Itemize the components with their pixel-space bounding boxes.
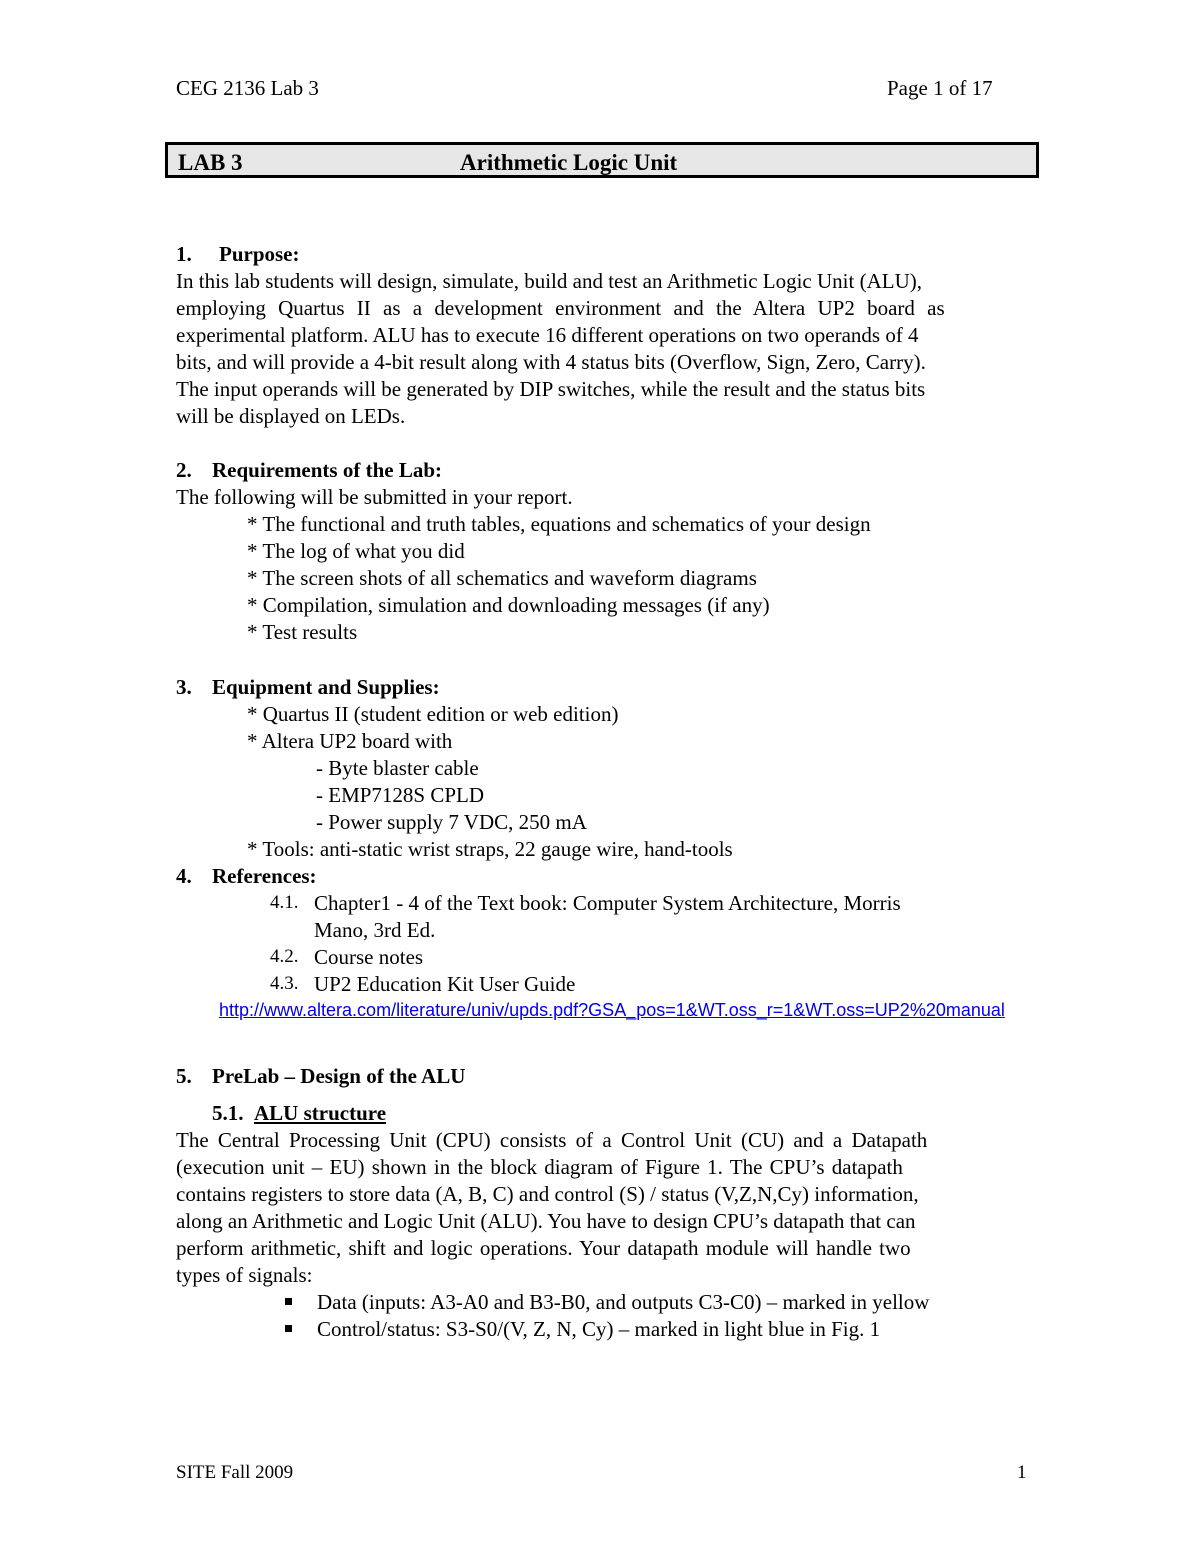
requirement-item: * Compilation, simulation and downloading messages (if any): [247, 593, 770, 617]
section-3-number: 3.: [176, 675, 192, 699]
reference-text-cont: Mano, 3rd Ed.: [314, 918, 436, 942]
reference-number: 4.2.: [270, 946, 299, 967]
section-2-number: 2.: [176, 458, 192, 482]
requirements-intro: The following will be submitted in your report.: [176, 485, 573, 509]
reference-number: 4.3.: [270, 973, 299, 994]
alu-structure-line-5: perform arithmetic, shift and logic operations. Your datapath module will handle two: [176, 1236, 911, 1260]
alu-structure-line-4: along an Arithmetic and Logic Unit (ALU). You have to design CPU’s datapath that can: [176, 1209, 916, 1233]
purpose-line-2: employing Quartus II as a development environment and the Altera UP2 board as: [176, 296, 945, 320]
section-1-heading: Purpose:: [219, 242, 300, 266]
section-5-number: 5.: [176, 1064, 192, 1088]
equipment-item: * Quartus II (student edition or web edition): [247, 702, 619, 726]
section-2-heading: Requirements of the Lab:: [212, 458, 443, 482]
alu-structure-line-6: types of signals:: [176, 1263, 313, 1287]
purpose-line-1: In this lab students will design, simulate, build and test an Arithmetic Logic Unit (ALU),: [176, 269, 922, 293]
title-box: [165, 142, 1039, 178]
reference-number: 4.1.: [270, 892, 299, 913]
purpose-line-6: will be displayed on LEDs.: [176, 404, 406, 428]
requirement-item: * The log of what you did: [247, 539, 465, 563]
section-5-heading: PreLab – Design of the ALU: [212, 1064, 466, 1088]
alu-structure-line-1: The Central Processing Unit (CPU) consists of a Control Unit (CU) and a Datapath: [176, 1128, 928, 1152]
purpose-line-5: The input operands will be generated by DIP switches, while the result and the status bits: [176, 377, 926, 401]
subsection-5-1-number: 5.1.: [212, 1101, 244, 1125]
section-4-number: 4.: [176, 864, 192, 888]
page-title: Arithmetic Logic Unit: [460, 150, 678, 175]
requirement-item: * The screen shots of all schematics and waveform diagrams: [247, 566, 757, 590]
section-4-heading: References:: [212, 864, 317, 888]
equipment-item: * Tools: anti-static wrist straps, 22 gauge wire, hand-tools: [247, 837, 733, 861]
lab-number: LAB 3: [178, 150, 243, 175]
reference-text: UP2 Education Kit User Guide: [314, 972, 576, 996]
equipment-subitem: - EMP7128S CPLD: [316, 783, 485, 807]
header-right: Page 1 of 17: [887, 76, 993, 100]
section-1-number: 1.: [176, 242, 192, 266]
reference-text: Chapter1 - 4 of the Text book: Computer System Architecture, Morris: [314, 891, 901, 915]
footer-page-number: 1: [1017, 1462, 1027, 1483]
alu-structure-line-3: contains registers to store data (A, B, C) and control (S) / status (V,Z,N,Cy) information,: [176, 1182, 919, 1206]
purpose-line-3: experimental platform. ALU has to execute 16 different operations on two operands of 4: [176, 323, 919, 347]
user-guide-link[interactable]: http://www.altera.com/literature/univ/upds.pdf?GSA_pos=1&WT.oss_r=1&WT.oss=UP2%20manual: [219, 1000, 1005, 1020]
bullet-square-icon: [285, 1298, 292, 1305]
equipment-subitem: - Power supply 7 VDC, 250 mA: [316, 810, 587, 834]
footer-left: SITE Fall 2009: [176, 1462, 294, 1483]
subsection-5-1-heading: ALU structure: [254, 1101, 387, 1125]
equipment-subitem: - Byte blaster cable: [316, 756, 479, 780]
equipment-item: * Altera UP2 board with: [247, 729, 453, 753]
header-left: CEG 2136 Lab 3: [176, 76, 319, 100]
requirement-item: * Test results: [247, 620, 358, 644]
reference-text: Course notes: [314, 945, 424, 969]
signal-type-bullet: Control/status: S3-S0/(V, Z, N, Cy) – marked in light blue in Fig. 1: [317, 1317, 881, 1341]
signal-type-bullet: Data (inputs: A3-A0 and B3-B0, and outputs C3-C0) – marked in yellow: [317, 1290, 930, 1314]
requirement-item: * The functional and truth tables, equations and schematics of your design: [247, 512, 871, 536]
purpose-line-4: bits, and will provide a 4-bit result along with 4 status bits (Overflow, Sign, Zero, Carry).: [176, 350, 926, 374]
bullet-square-icon: [285, 1325, 292, 1332]
alu-structure-line-2: (execution unit – EU) shown in the block diagram of Figure 1. The CPU’s datapath: [176, 1155, 903, 1179]
section-3-heading: Equipment and Supplies:: [212, 675, 440, 699]
